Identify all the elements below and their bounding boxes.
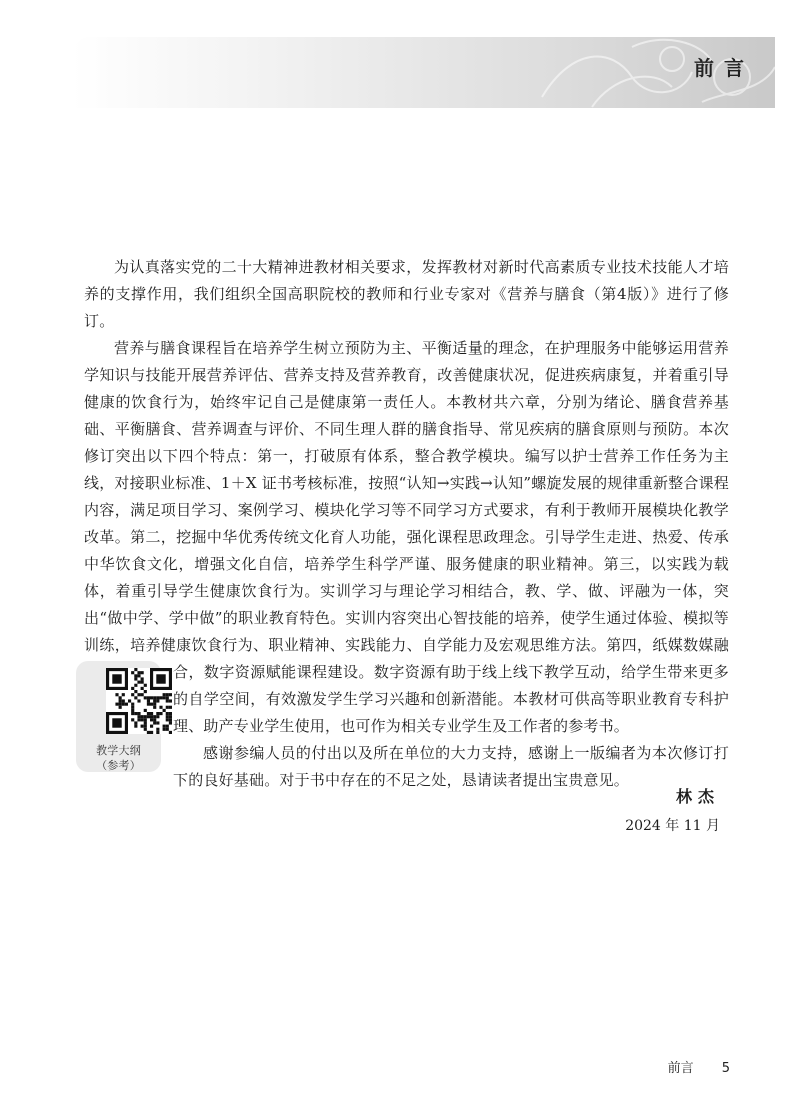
paragraph-3: 感谢参编人员的付出以及所在单位的大力支持，感谢上一版编者为本次修订打下的良好基础。对于书中存在的不足之处，恳请读者提出宝贵意见。 [173,744,729,789]
paragraph-2-text: 营养与膳食课程旨在培养学生树立预防为主、平衡适量的理念，在护理服务中能够运用营养学知识与技能开展营养评估、营养支持及营养教育，改善健康状况，促进疾病康复，并着重引导健康的饮食行为，始终牢记自己是健康第一责任人。本教材共六章，分别为绪论、膳食营养基础、平衡膳食、营养调查与评价、不同生理人群的膳食指导、常见疾病的膳食原则与预防。本次修订突出以下四个特点：第一，打破原有体系，整合教学模块。编写以护士营养工作任务为主线，对接职业标准、1＋X 证书考核标准，按照“认知→实践→认知”螺旋发展的规律重新整合课程内容，满足项目学习、案例学习、模块化学习等不同学习方式要求，有利于教师开展模块化教学改革。第二，挖掘中华优秀传统文化育人功能，强化课程思政理念。引导学生走进、热爱、传承中华饮食文化，增强文化自信，培养学生科学严谨、服务健康的职业精神。第三，以实践为载体，着重引导学生健康饮食行为。实训学习与理论学习相结合，教、学、做、评融为一体，突出“做中学、学中做”的职业教育特色。实训内容突出心智技能的培养，使学生通过体验、模拟等训练，培养健康饮食行为、职业精神、实践能力、自学能力及宏观思维方法。第四，纸媒数媒融合，数字资源赋能课程建设。数字资 [84,339,729,681]
qr-caption-line2: （参考） [96,759,141,772]
qr-code-icon [106,668,172,734]
preface-body [84,254,729,794]
page-heading: 前言 [694,56,754,80]
page-footer [668,1057,730,1076]
sign-date: 2024 年 11 月 [625,818,720,834]
qr-code-card[interactable] [76,661,161,772]
paragraph-1: 为认真落实党的二十大精神进教材相关要求，发挥教材对新时代高素质专业技术技能人才培养的支撑作用，我们组织全国高职院校的教师和行业专家对《营养与膳食（第4版）》进行了修订。 [84,258,729,330]
header-banner [72,37,775,108]
page-number: 5 [721,1061,730,1076]
author-name: 林杰 [675,787,720,806]
paragraph-2-text-continued: 源有助于线上线下教学互动，给学生带来更多的自学空间，有效激发学生学习兴趣和创新潜能。本教材可供高等职业教育专科护理、助产专业学生使用，也可作为相关专业学生及工作者的参考书。 [173,663,729,735]
floral-ornament-icon [72,37,775,108]
qr-caption-line1: 教学大纲 [96,744,141,757]
footer-section: 前言 [667,1061,694,1076]
signature-block [625,784,720,835]
